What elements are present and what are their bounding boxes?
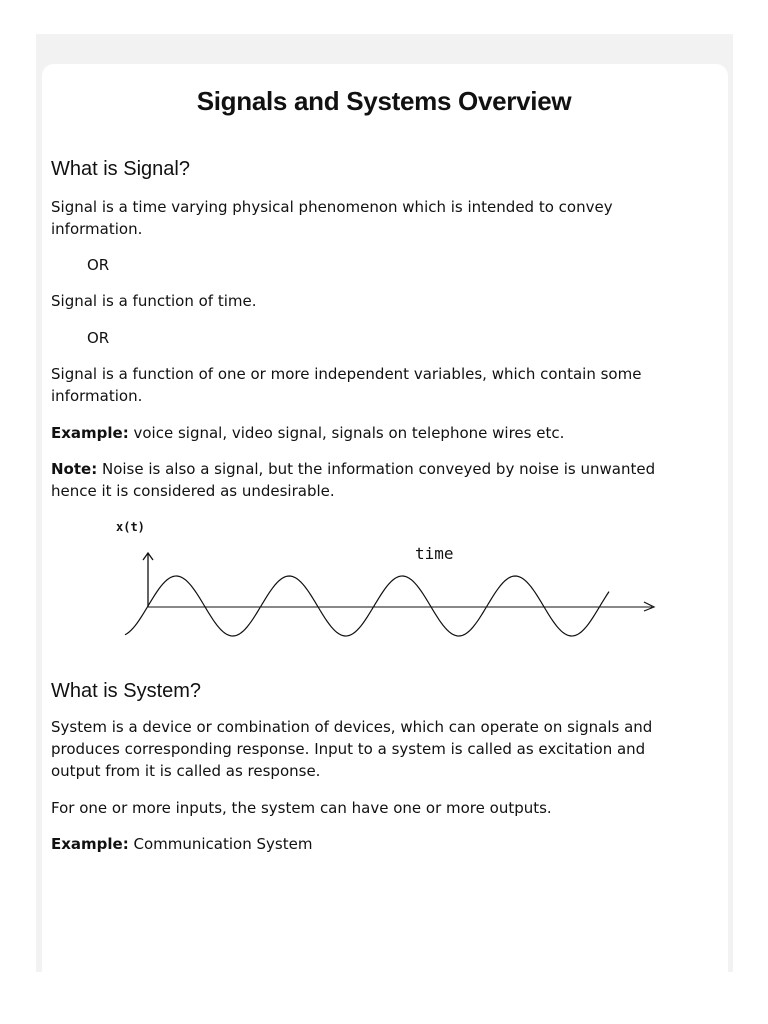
sine-wave [125, 576, 609, 636]
or-separator-2: OR [87, 329, 110, 347]
signal-definition-3: Signal is a function of one or more independent variables, which contain some information. [51, 365, 642, 405]
signal-definition-1: Signal is a time varying physical phenomenon which is intended to convey information. [51, 198, 613, 238]
signal-definition-2: Signal is a function of time. [51, 292, 257, 310]
or-separator-1: OR [87, 256, 110, 274]
note-label: Note: [51, 460, 98, 478]
system-example-text: Communication System [128, 835, 313, 853]
note-text: Noise is also a signal, but the information conveyed by noise is unwanted hence it is considered as undesirable. [51, 460, 656, 500]
system-definition-2: For one or more inputs, the system can have one or more outputs. [51, 799, 552, 817]
page-title: Signals and Systems Overview [196, 86, 572, 116]
signal-note [51, 458, 691, 502]
example-text: voice signal, video signal, signals on telephone wires etc. [128, 424, 565, 442]
time-label: time [415, 544, 454, 563]
system-definition-1: System is a device or combination of devices, which can operate on signals and produces corresponding response. Input to a system is called as excitation and output from it is called as response. [51, 718, 653, 780]
signal-example [51, 422, 691, 444]
y-axis-label: x(t) [116, 520, 145, 534]
example-label: Example: [51, 424, 129, 442]
signal-heading: What is Signal? [51, 158, 190, 180]
sine-wave-diagram [110, 515, 670, 645]
system-example [51, 833, 691, 855]
system-example-label: Example: [51, 835, 129, 853]
system-heading: What is System? [51, 680, 202, 702]
